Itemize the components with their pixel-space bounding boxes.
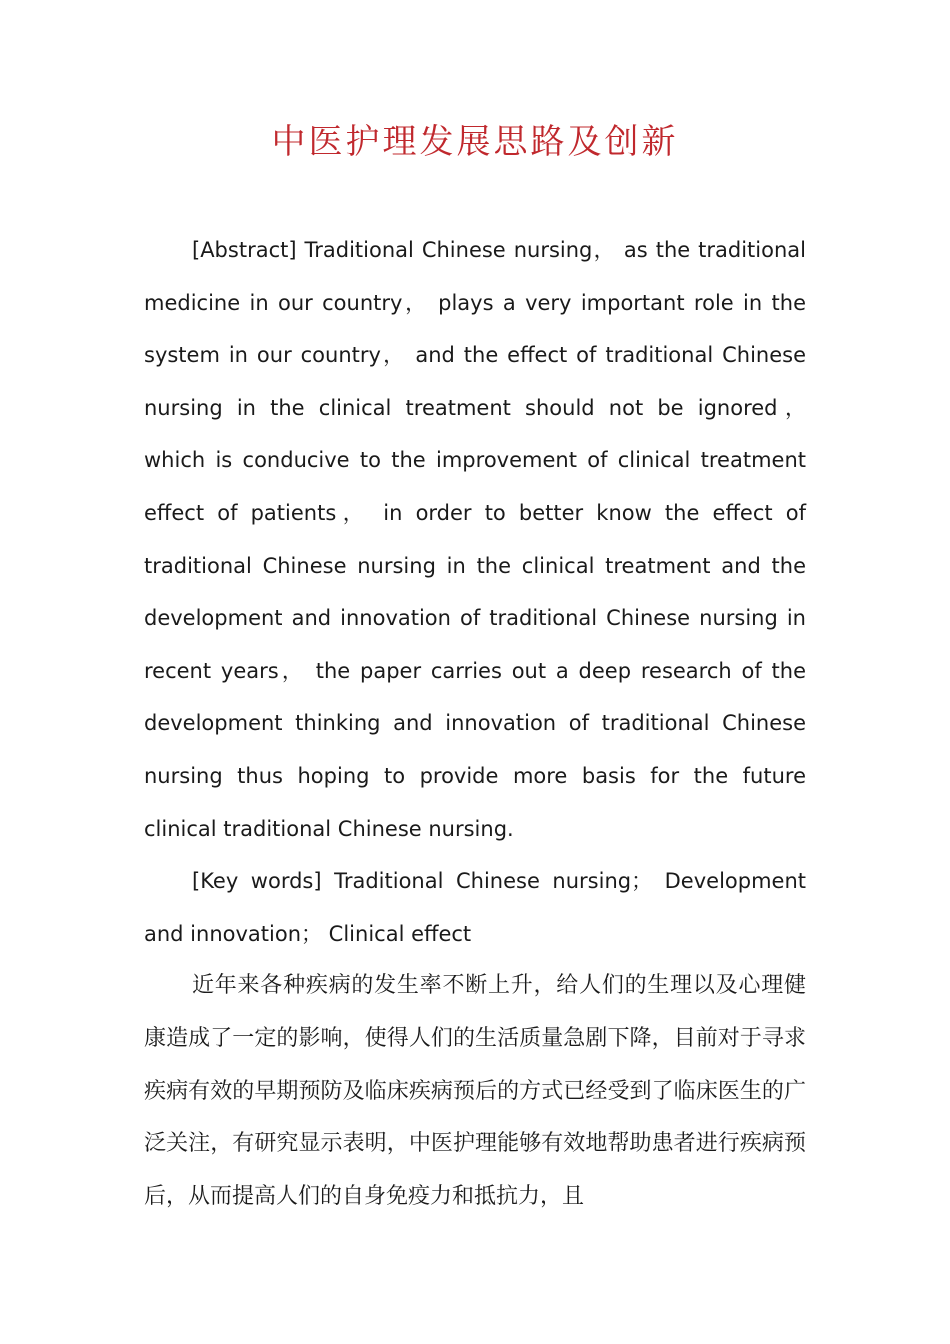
document-title: 中医护理发展思路及创新 — [271, 122, 679, 162]
keywords-paragraph: [Key words] Traditional Chinese nursing； Development and innovation； Clinical effect — [144, 869, 806, 946]
document-body — [144, 224, 806, 1223]
body-paragraph: 近年来各种疾病的发生率不断上升，给人们的生理以及心理健康造成了一定的影响，使得人们的生活质量急剧下降，目前对于寻求疾病有效的早期预防及临床疾病预后的方式已经受到了临床医生的广泛关注，有研究显示表明，中医护理能够有效地帮助患者进行疾病预后，从而提高人们的自身免疫力和抵抗力，且 — [144, 973, 806, 1209]
abstract-paragraph: [Abstract] Traditional Chinese nursing， as the traditional medicine in our country， plays a very important role in the system in our country， and the effect of traditional Chinese nursing in the clinical treatment should not be ignored， which is conducive to the improvement of clinical treatment effect of patients， in order to better know the effect of traditional Chinese nursing in the clinical treatment and the development and innovation of traditional Chinese nursing in recent years， the paper carries out a deep research of the development thinking and innovation of traditional Chinese nursing thus hoping to provide more basis for the future clinical traditional Chinese nursing. — [144, 238, 806, 841]
